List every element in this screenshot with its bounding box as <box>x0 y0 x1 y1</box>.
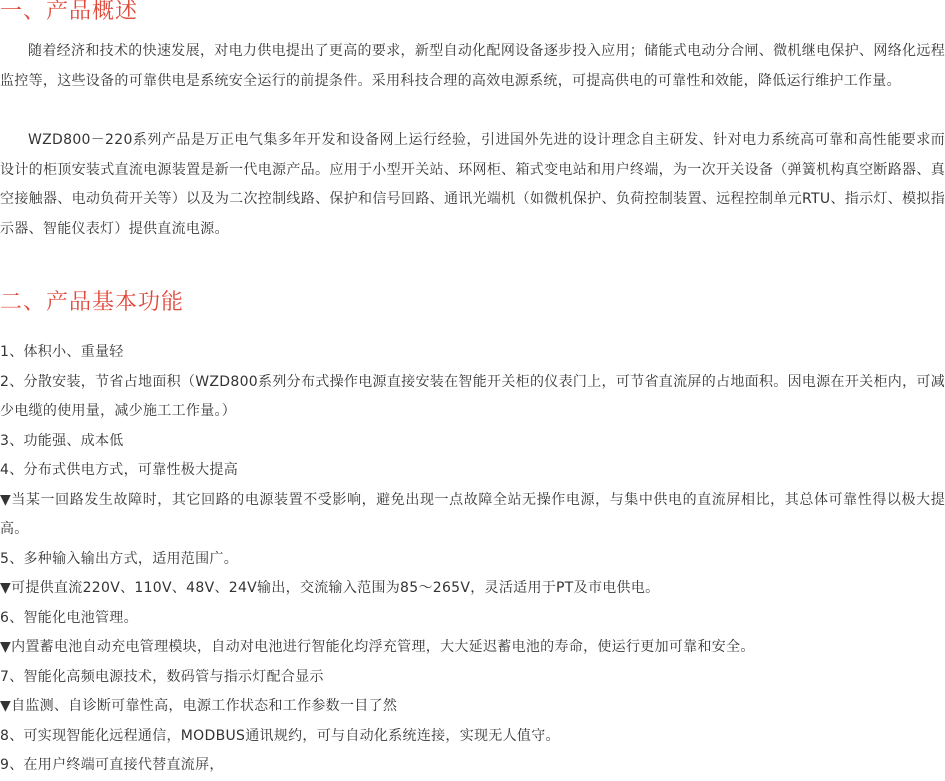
overview-paragraph-2: WZD800－220系列产品是万正电气集多年开发和设备网上运行经验，引进国外先进的设计理念自主研发、针对电力系统高可靠和高性能要求而设计的柜顶安装式直流电源装置是新一代电源产品。应用于小型开关站、环网柜、箱式变电站和用户终端，为一次开关设备（弹簧机构真空断路器、真空接触器、电动负荷开关等）以及为二次控制线路、保护和信号回路、通讯光端机（如微机保护、负荷控制装置、远程控制单元RTU、指示灯、模拟指示器、智能仪表灯）提供直流电源。 <box>0 132 945 237</box>
list-item: 5、多种输入输出方式，适用范围广。 <box>0 550 239 567</box>
list-item: 3、功能强、成本低 <box>0 432 124 449</box>
list-item: ▼可提供直流220V、110V、48V、24V输出，交流输入范围为85～265V，灵活适用于PT及市电供电。 <box>0 580 660 596</box>
list-item: 9、在用户终端可直接代替直流屏， <box>0 757 224 773</box>
list-item: ▼自监测、自诊断可靠性高，电源工作状态和工作参数一目了然 <box>0 698 398 714</box>
function-list <box>0 338 945 781</box>
section-title-overview: 一、产品概述 <box>0 0 139 24</box>
list-item: 8、可实现智能化远程通信，MODBUS通讯规约，可与自动化系统连接，实现无人值守。 <box>0 727 560 744</box>
list-item: 2、分散安装，节省占地面积（WZD800系列分布式操作电源直接安装在智能开关柜的仪表门上，可节省直流屏的占地面积。因电源在开关柜内，可减少电缆的使用量，减少施工工作量。） <box>0 373 945 419</box>
list-item: ▼当某一回路发生故障时，其它回路的电源装置不受影响，避免出现一点故障全站无操作电源，与集中供电的直流屏相比，其总体可靠性得以极大提高。 <box>0 491 945 537</box>
list-item: 7、智能化高频电源技术，数码管与指示灯配合显示 <box>0 668 324 685</box>
overview-paragraph-1: 随着经济和技术的快速发展，对电力供电提出了更高的要求，新型自动化配网设备逐步投入应用；储能式电动分合闸、微机继电保护、网络化远程监控等，这些设备的可靠供电是系统安全运行的前提条件。采用科技合理的高效电源系统，可提高供电的可靠性和效能，降低运行维护工作量。 <box>0 43 945 89</box>
list-item: ▼内置蓄电池自动充电管理模块，自动对电池进行智能化均浮充管理，大大延迟蓄电池的寿命，使运行更加可靠和安全。 <box>0 639 755 655</box>
section-title-functions: 二、产品基本功能 <box>0 290 185 315</box>
list-item: 6、智能化电池管理。 <box>0 609 138 626</box>
list-item: 1、体积小、重量轻 <box>0 344 124 360</box>
list-item: 4、分布式供电方式，可靠性极大提高 <box>0 462 239 478</box>
